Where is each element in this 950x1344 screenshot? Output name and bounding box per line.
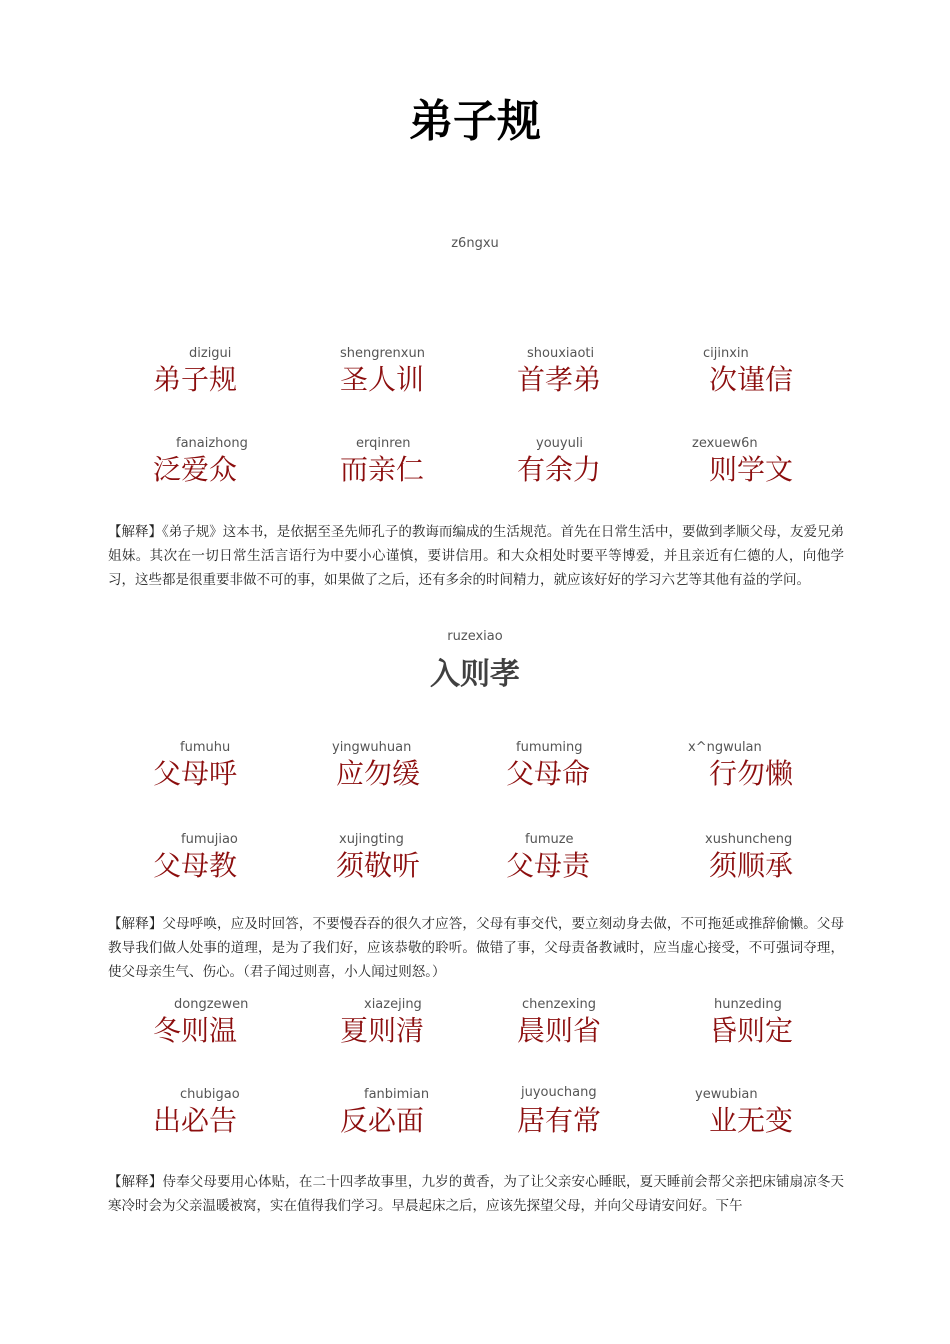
verse-pinyin: dizigui <box>189 346 232 361</box>
verse <box>153 346 333 406</box>
explanation-paragraph: 【解释】侍奉父母要用心体贴，在二十四孝故事里，九岁的黄香，为了让父亲安心睡眠，夏天睡前会帮父亲把床铺扇凉冬天寒冷时会为父亲温暖被窝，实在值得我们学习。早晨起床之后，应该先探望父母，并向父母请安问好。下午 <box>108 1174 844 1214</box>
verse <box>517 997 697 1057</box>
verse-pinyin: xiazejing <box>364 997 422 1012</box>
verse-text: 首孝弟 <box>517 363 602 396</box>
verse-pinyin: dongzewen <box>174 997 249 1012</box>
verse <box>153 436 333 496</box>
verse-row <box>0 997 950 1057</box>
verse-row <box>0 1087 950 1147</box>
verse <box>153 997 333 1057</box>
verse <box>340 346 520 406</box>
verse <box>340 1087 520 1147</box>
verse-text: 弟子规 <box>153 363 238 396</box>
verse-text: 父母呼 <box>153 757 238 790</box>
verse-text: 居有常 <box>517 1104 602 1137</box>
verse-text: 昏则定 <box>709 1014 794 1047</box>
verse <box>517 346 697 406</box>
verse-text: 晨则省 <box>517 1014 602 1047</box>
verse-pinyin: shengrenxun <box>340 346 425 361</box>
verse-row <box>0 436 950 496</box>
verse <box>709 997 889 1057</box>
verse-pinyin: x^ngwulan <box>688 740 762 755</box>
verse-pinyin: xujingting <box>339 832 404 847</box>
verse-row <box>0 346 950 406</box>
verse-pinyin: juyouchang <box>521 1085 597 1100</box>
verse-text: 反必面 <box>340 1104 425 1137</box>
verse-pinyin: chenzexing <box>522 997 597 1012</box>
intro-pinyin: z6ngxu <box>451 236 499 251</box>
verse-text: 业无变 <box>709 1104 794 1137</box>
verse-text: 须顺承 <box>709 849 794 882</box>
verse-text: 而亲仁 <box>340 453 425 486</box>
page-title: 弟子规 <box>409 96 541 147</box>
section-pinyin: ruzexiao <box>447 629 503 644</box>
verse-text: 应勿缓 <box>336 757 421 790</box>
verse-row <box>0 740 950 800</box>
verse-pinyin: hunzeding <box>714 997 782 1012</box>
verse-pinyin: yingwuhuan <box>332 740 412 755</box>
verse <box>688 740 889 800</box>
verse-text: 夏则清 <box>340 1014 425 1047</box>
verse <box>517 436 697 496</box>
verse-pinyin: fanaizhong <box>176 436 248 451</box>
verse-pinyin: yewubian <box>695 1087 758 1102</box>
explanation-paragraph: 【解释】《弟子规》这本书，是依据至圣先师孔子的教诲而编成的生活规范。首先在日常生活中，要做到孝顺父母，友爱兄弟姐妹。其次在一切日常生活言语行为中要小心谨慎，要讲信用。和大众相处时要平等博爱，并且亲近有仁德的人，向他学习，这些都是很重要非做不可的事，如果做了之后，还有多余的时间精力，就应该好好的学习六艺等其他有益的学问。 <box>108 524 844 588</box>
verse-text: 圣人训 <box>340 363 425 396</box>
verse-text: 父母教 <box>153 849 238 882</box>
verse-text: 须敬听 <box>336 849 421 882</box>
verse-text: 父母责 <box>506 849 591 882</box>
verse-pinyin: erqinren <box>356 436 411 451</box>
verse <box>153 1087 333 1147</box>
verse-text: 出必告 <box>153 1104 238 1137</box>
verse <box>705 832 889 892</box>
verse-pinyin: fumuming <box>516 740 583 755</box>
verse <box>692 436 889 496</box>
verse-text: 泛爱众 <box>153 453 238 486</box>
verse-pinyin: youyuli <box>536 436 584 451</box>
verse <box>153 740 333 800</box>
verse <box>336 832 516 892</box>
verse <box>703 346 889 406</box>
verse <box>506 740 686 800</box>
verse-pinyin: fumujiao <box>181 832 238 847</box>
verse <box>340 997 520 1057</box>
verse-pinyin: cijinxin <box>703 346 749 361</box>
verse-pinyin: fumuhu <box>180 740 231 755</box>
verse <box>695 1087 889 1147</box>
verse-text: 父母命 <box>506 757 591 790</box>
verse-pinyin: xushuncheng <box>705 832 793 847</box>
verse-text: 行勿懒 <box>709 757 794 790</box>
verse-row <box>0 832 950 892</box>
verse <box>153 832 333 892</box>
section-title: 入则孝 <box>430 657 520 692</box>
verse <box>332 740 516 800</box>
explanation-paragraph: 【解释】父母呼唤，应及时回答，不要慢吞吞的很久才应答，父母有事交代，要立刻动身去做，不可拖延或推辞偷懒。父母教导我们做人处事的道理，是为了我们好，应该恭敬的聆听。做错了事，父母责备教诫时，应当虚心接受，不可强词夺理，使父母亲生气、伤心。（君子闻过则喜，小人闻过则怒。） <box>108 916 844 980</box>
verse <box>340 436 520 496</box>
verse <box>517 1087 697 1147</box>
verse-text: 则学文 <box>709 453 794 486</box>
verse-pinyin: chubigao <box>180 1087 240 1102</box>
verse-pinyin: fanbimian <box>364 1087 430 1102</box>
verse-text: 有余力 <box>517 453 602 486</box>
verse-pinyin: shouxiaoti <box>527 346 595 361</box>
verse-pinyin: zexuew6n <box>692 436 758 451</box>
verse-text: 次谨信 <box>709 363 794 396</box>
verse-pinyin: fumuze <box>525 832 574 847</box>
verse <box>506 832 686 892</box>
verse-text: 冬则温 <box>153 1014 238 1047</box>
